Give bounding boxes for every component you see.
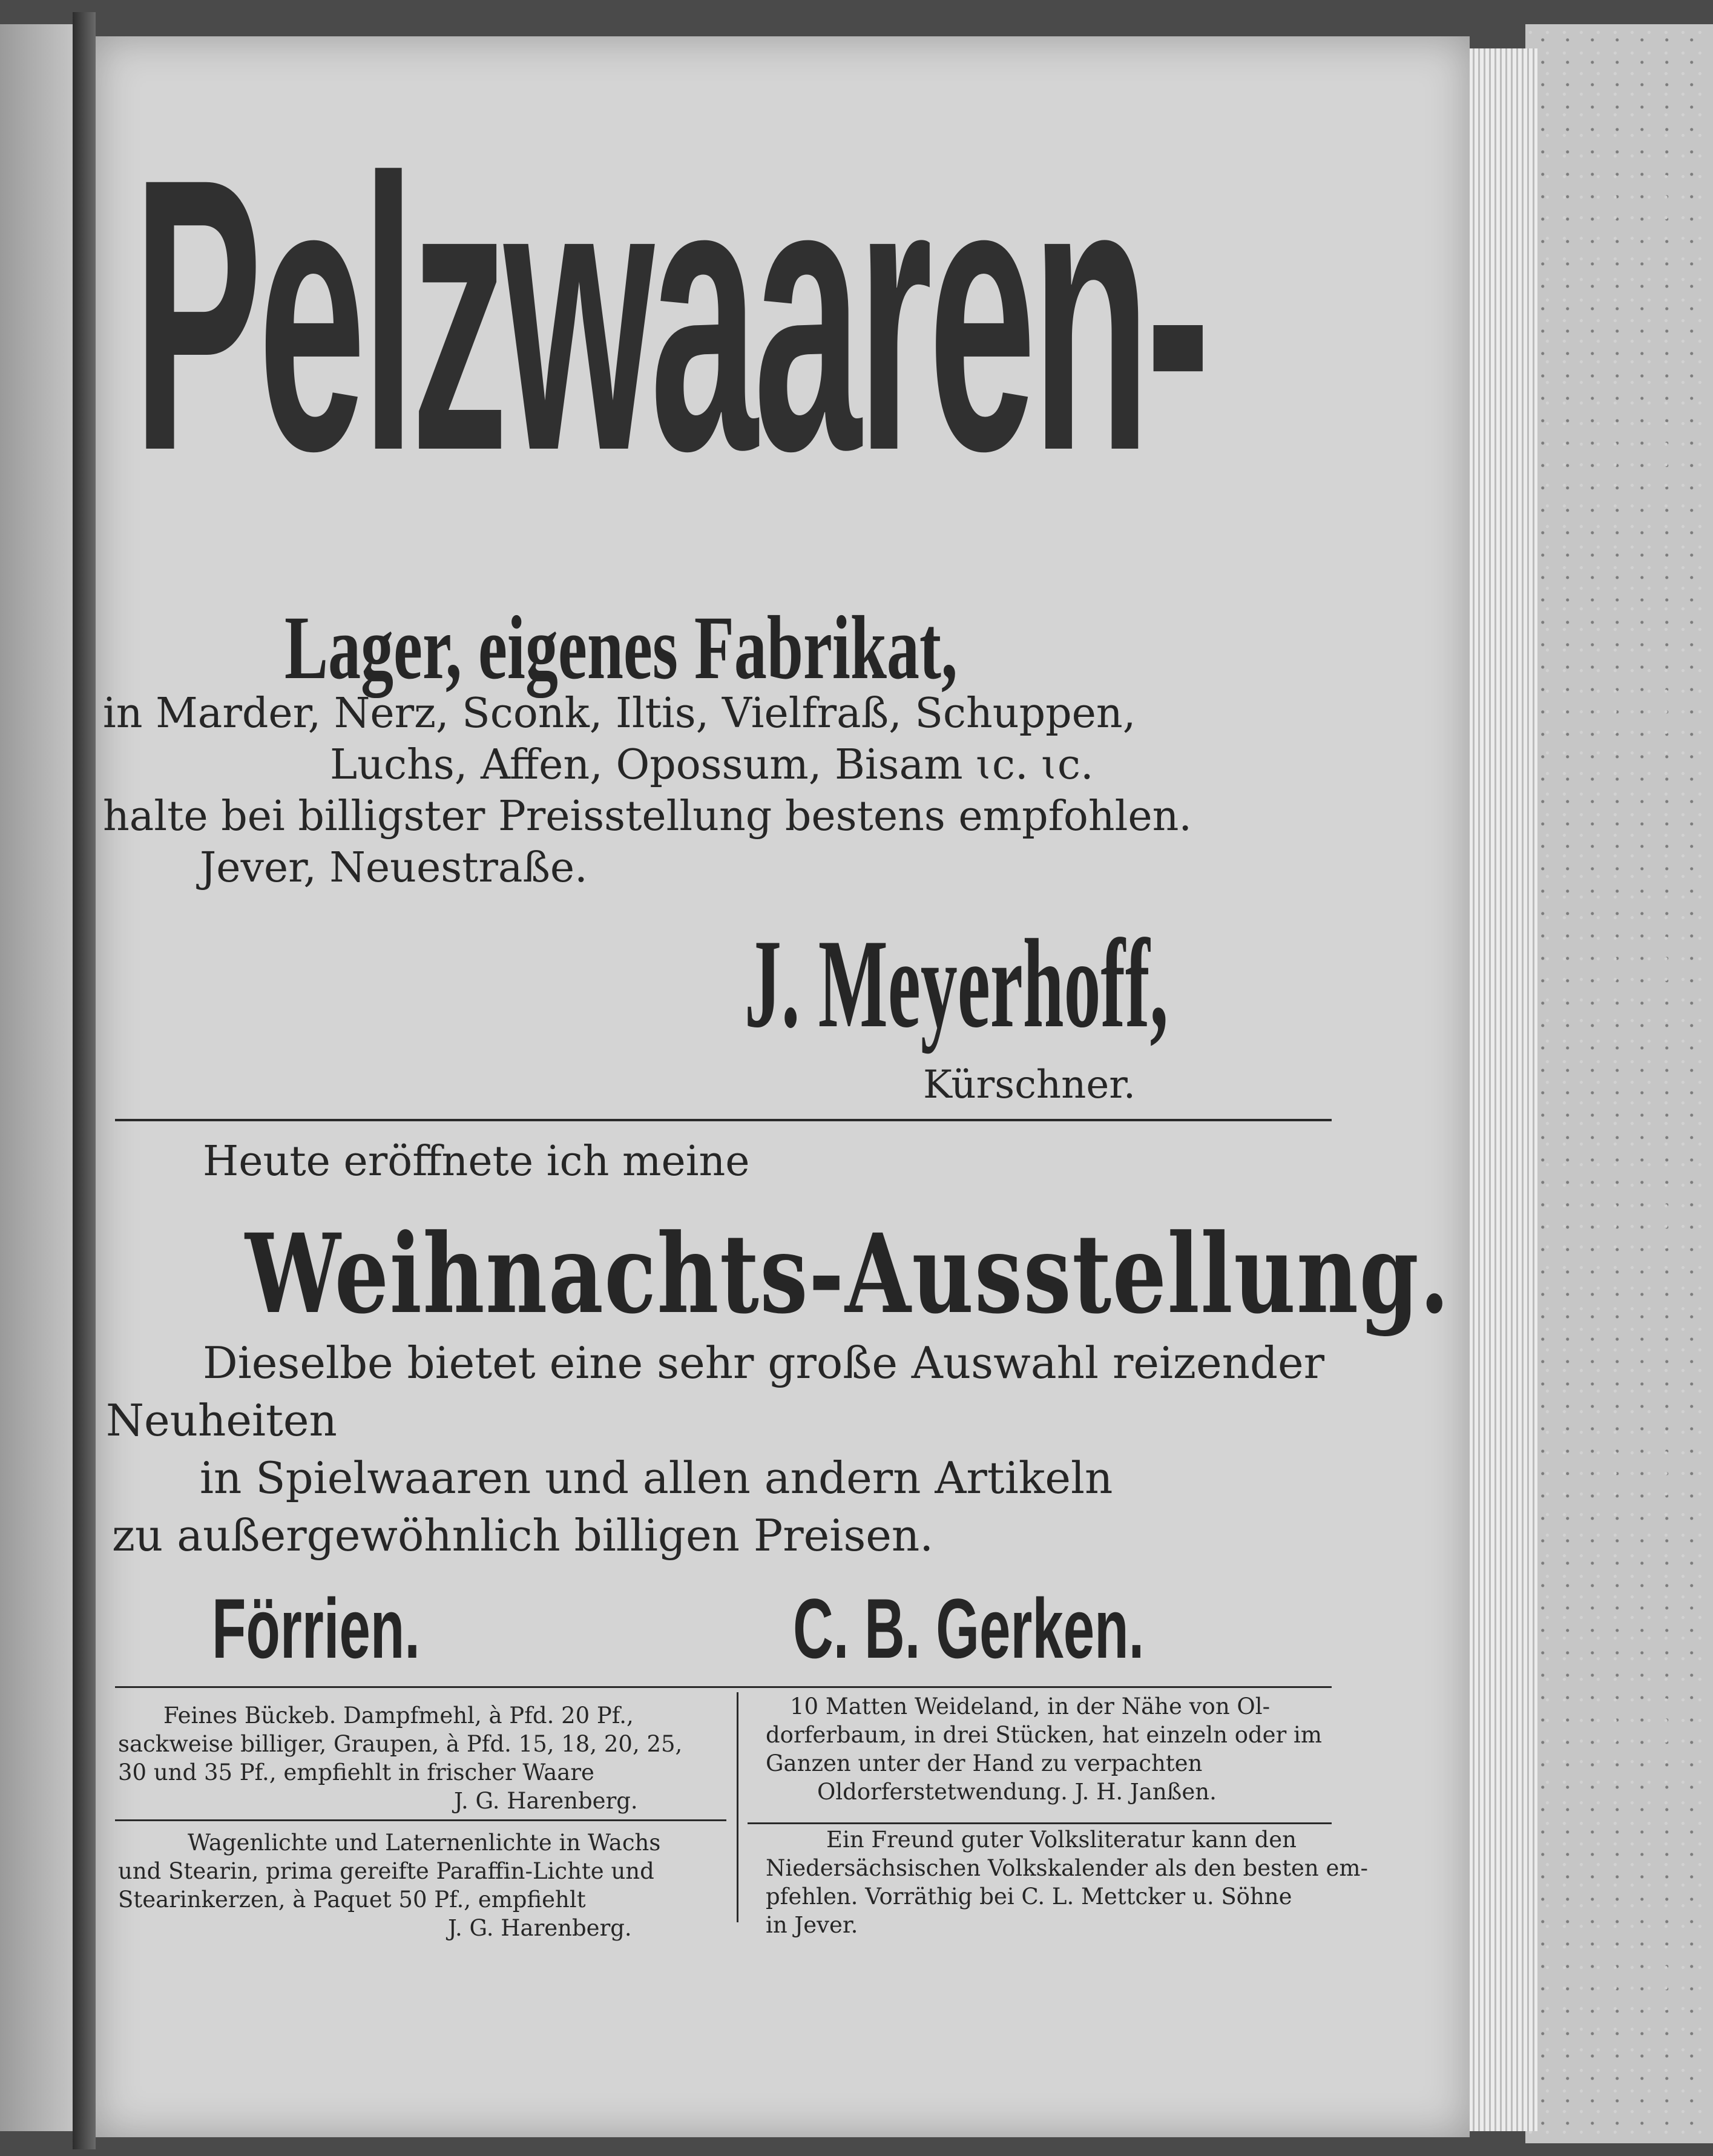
small-ad-line: Wagenlichte und Laternenlichte in Wachs xyxy=(188,1830,661,1856)
christmas-ad-intro: Heute eröffnete ich meine xyxy=(203,1138,750,1185)
christmas-ad-merchant: C. B. Gerken. xyxy=(793,1581,1145,1676)
small-ad-line: in Jever. xyxy=(766,1912,858,1938)
christmas-ad-line-2: Neuheiten xyxy=(106,1395,337,1446)
book-cover-board xyxy=(1525,24,1713,2143)
divider-rule xyxy=(115,1686,1332,1688)
fur-ad-subheadline: Lager, eigenes Fabrikat, xyxy=(284,598,958,698)
small-ad-line: Feines Bückeb. Dampfmehl, à Pfd. 20 Pf., xyxy=(163,1703,634,1729)
small-ad-line: und Stearin, prima gereifte Paraffin-Lichte und xyxy=(118,1858,654,1884)
christmas-ad-headline: Weihnachts-Ausstellung. xyxy=(245,1210,1450,1338)
small-ad-line: Ganzen unter der Hand zu verpachten xyxy=(766,1750,1203,1776)
fur-ad-merchant: J. Meyerhoff, xyxy=(745,914,1169,1054)
divider-rule xyxy=(115,1819,726,1821)
divider-rule xyxy=(748,1822,1332,1824)
small-ad-line: pfehlen. Vorräthig bei C. L. Mettcker u. Söhne xyxy=(766,1884,1292,1910)
small-ad-signature: Oldorferstetwendung. J. H. Janßen. xyxy=(817,1779,1217,1805)
facing-page-edge xyxy=(0,24,73,2131)
small-ad-line: dorferbaum, in drei Stücken, hat einzeln oder im xyxy=(766,1722,1322,1748)
small-ad-line: sackweise billiger, Graupen, à Pfd. 15, 18, 20, 25, xyxy=(118,1731,683,1757)
small-ad-line: Niedersächsischen Volkskalender als den besten em- xyxy=(766,1855,1368,1881)
fur-ad-line-3: halte bei billigster Preisstellung bestens empfohlen. xyxy=(103,793,1192,840)
book-gutter xyxy=(73,12,96,2149)
christmas-ad-line-1: Dieselbe bietet eine sehr große Auswahl reizender xyxy=(203,1337,1325,1388)
fur-ad-location: Jever, Neuestraße. xyxy=(200,844,588,892)
christmas-ad-line-3: in Spielwaaren und allen andern Artikeln xyxy=(200,1452,1113,1503)
column-divider xyxy=(737,1692,738,1922)
fur-ad-line-1: in Marder, Nerz, Sconk, Iltis, Vielfraß, Schuppen, xyxy=(103,690,1136,737)
christmas-ad-line-4: zu außergewöhnlich billigen Preisen. xyxy=(112,1510,934,1561)
small-ad-line: Stearinkerzen, à Paquet 50 Pf., empfiehlt xyxy=(118,1887,586,1913)
fur-ad-headline: Pelzwaaren- xyxy=(133,98,1206,531)
small-ad-signature: J. G. Harenberg. xyxy=(448,1915,632,1941)
small-ad-signature: J. G. Harenberg. xyxy=(454,1788,638,1814)
divider-rule xyxy=(115,1119,1332,1121)
small-ad-line: Ein Freund guter Volksliteratur kann den xyxy=(826,1827,1297,1853)
small-ad-line: 10 Matten Weideland, in der Nähe von Ol- xyxy=(790,1693,1271,1719)
christmas-ad-place: Förrien. xyxy=(212,1581,420,1676)
fur-ad-merchant-title: Kürschner. xyxy=(923,1063,1136,1107)
fur-ad-line-2: Luchs, Affen, Opossum, Bisam ɩc. ɩc. xyxy=(330,741,1094,789)
small-ad-line: 30 und 35 Pf., empfiehlt in frischer Waare xyxy=(118,1759,594,1785)
